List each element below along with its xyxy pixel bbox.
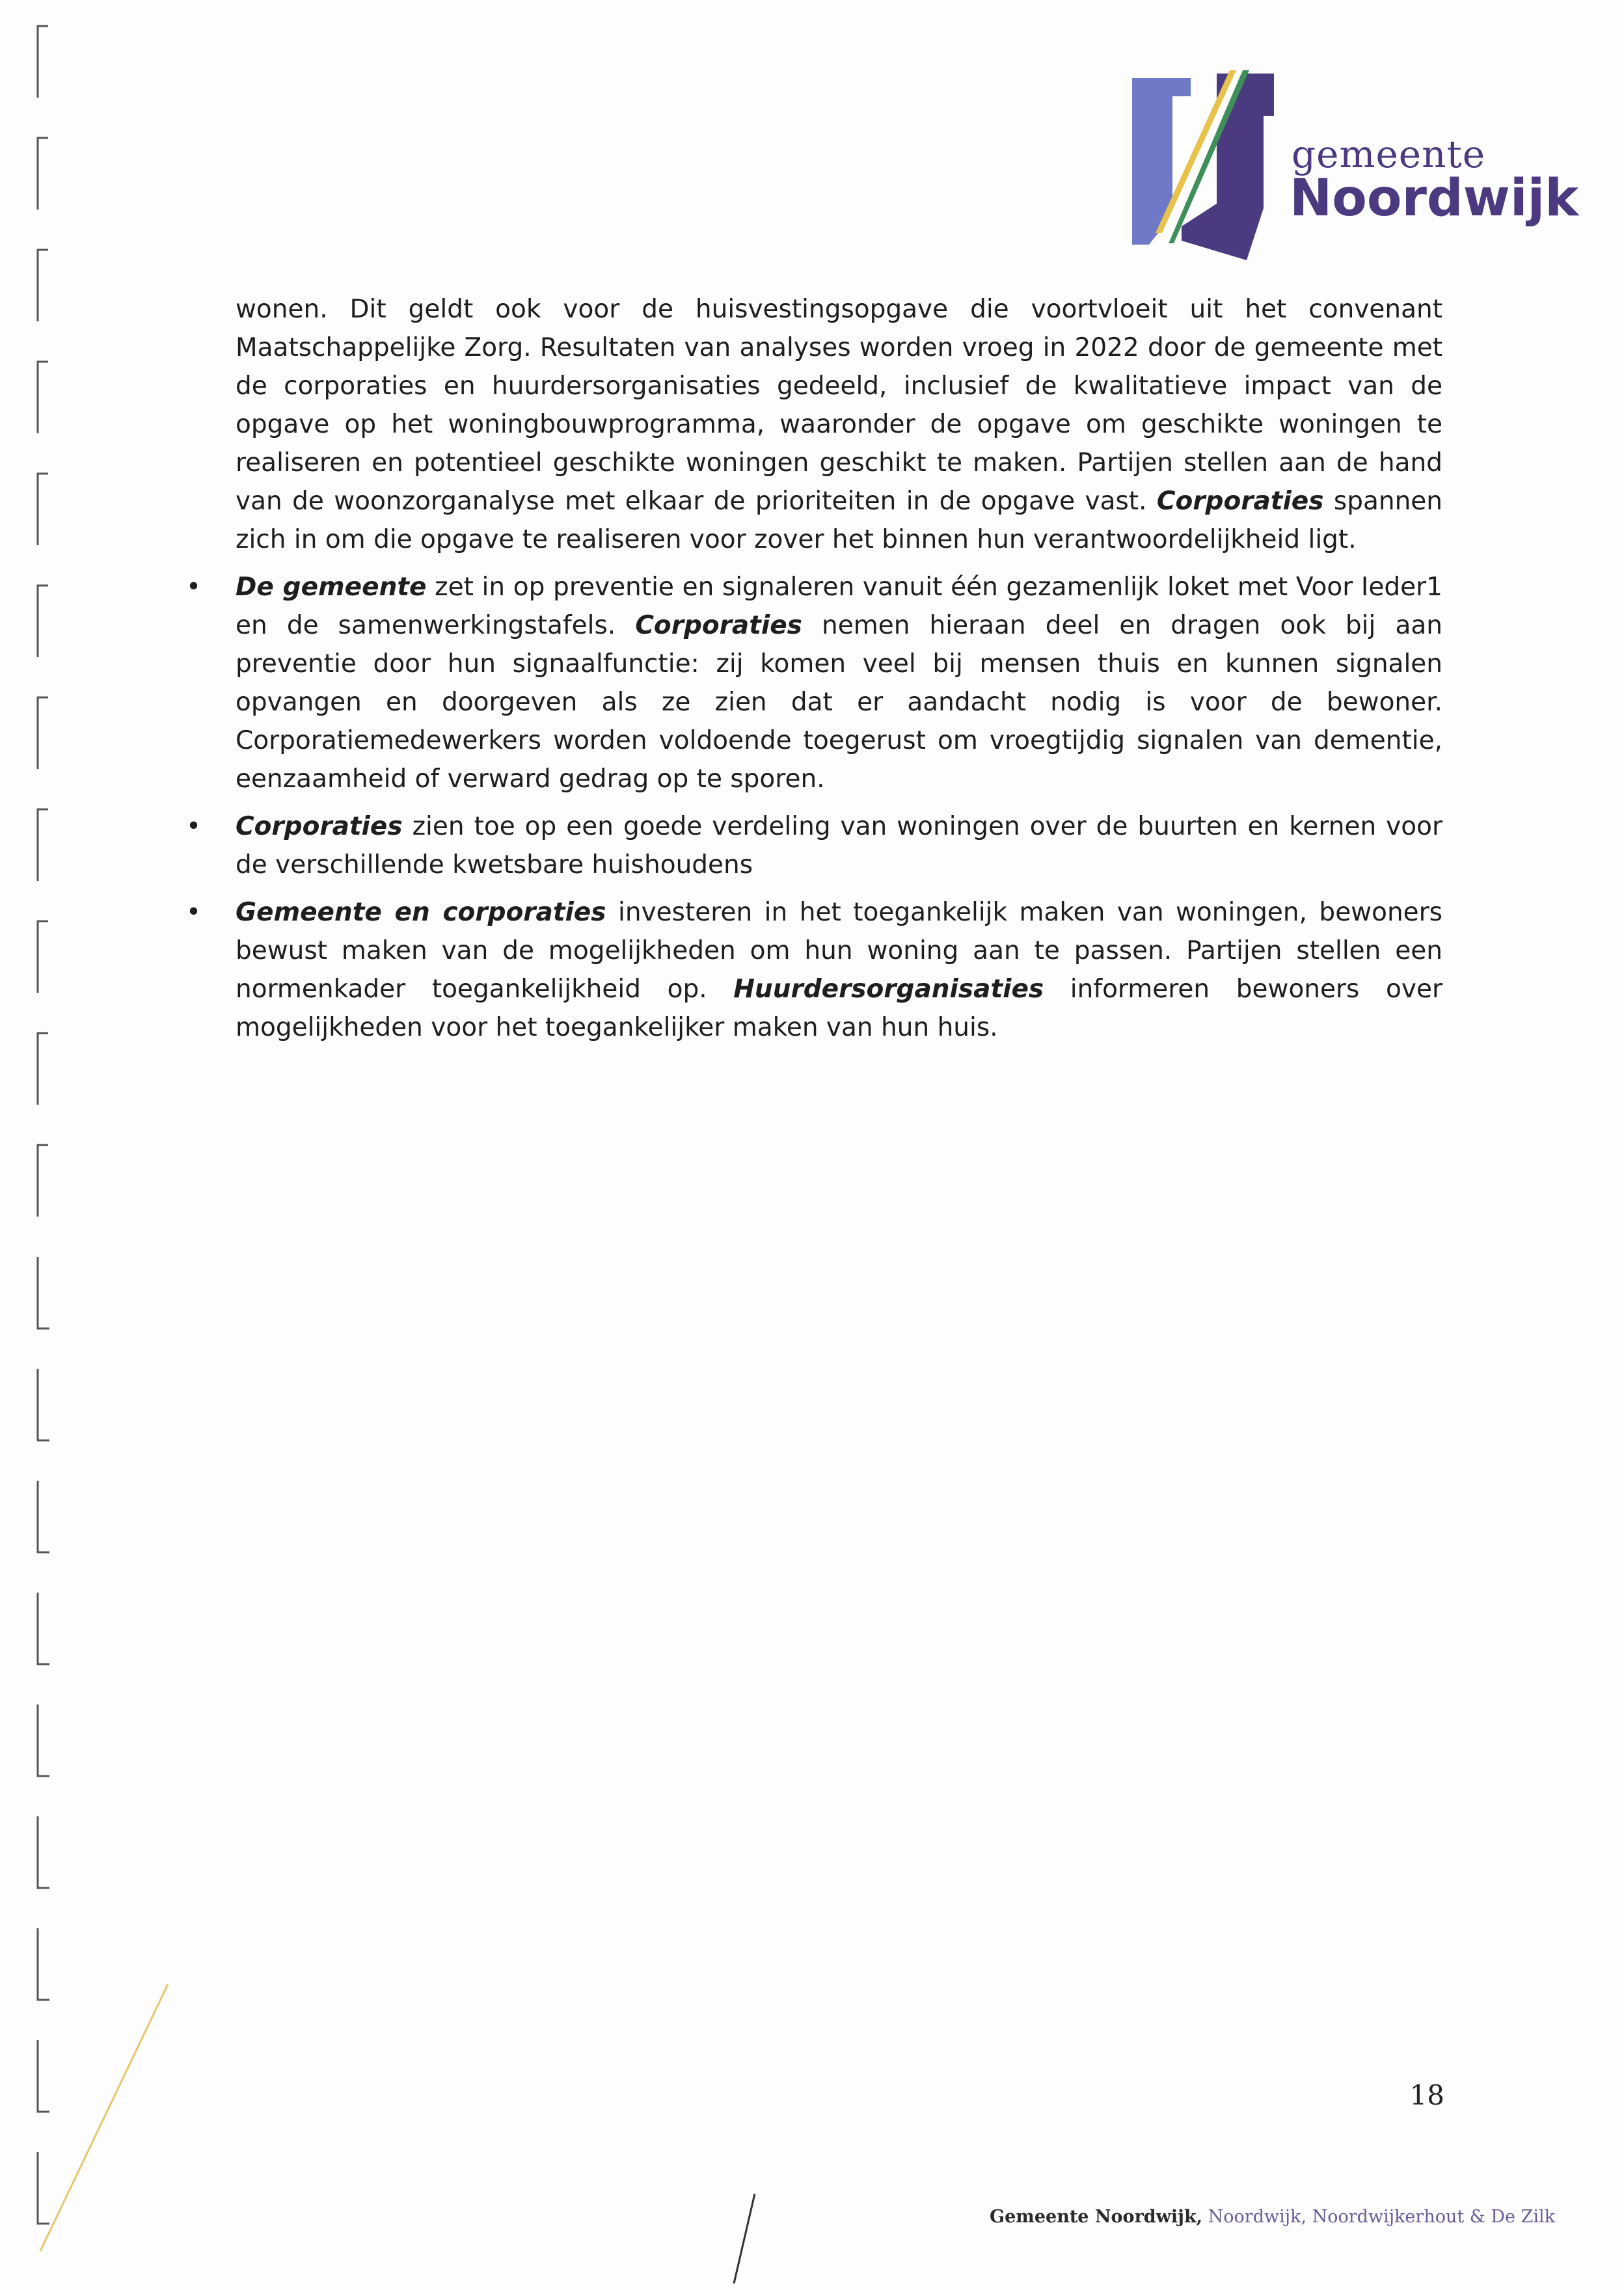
binding-mark xyxy=(38,1928,49,2000)
list-item-emphasis: Corporaties xyxy=(635,611,802,640)
binding-mark xyxy=(38,1369,49,1440)
bullet-icon: • xyxy=(186,898,202,927)
binding-mark xyxy=(38,921,48,993)
binding-mark xyxy=(38,362,48,433)
document-body xyxy=(186,290,1443,1056)
binding-mark xyxy=(38,1145,48,1217)
list-item-text-2: informeren bewoners over mogelijkheden voor het toegankelijker maken van hun huis. xyxy=(236,975,1442,1042)
page-number: 18 xyxy=(1409,2079,1444,2111)
list-item xyxy=(186,893,1443,1047)
footer-places: Noordwijk, Noordwijkerhout & De Zilk xyxy=(1208,2207,1555,2227)
list-item xyxy=(186,807,1443,884)
intro-tail: spannen zich in om die opgave te realiseren voor zover het binnen hun verantwoordelijkheid ligt. xyxy=(236,487,1442,554)
binding-mark xyxy=(38,2040,49,2112)
binding-mark xyxy=(38,809,48,881)
list-item-text: zet in op preventie en signaleren vanuit één gezamenlijk loket met Voor Ieder1 en de samenwerkingstafels. xyxy=(236,572,1442,640)
binding-marks xyxy=(0,0,72,2290)
binding-mark xyxy=(38,250,48,321)
list-item-lead: Corporaties xyxy=(236,812,403,841)
binding-mark xyxy=(38,2152,49,2224)
black-pen-stroke xyxy=(734,2194,755,2283)
logo-word-noordwijk: Noordwijk xyxy=(1290,169,1579,228)
bullet-icon: • xyxy=(186,812,202,841)
list-item-lead: Gemeente en corporaties xyxy=(236,898,606,927)
list-item-text: investeren in het toegankelijk maken van woningen, bewoners bewust maken van de mogelijkheden om hun woning aan te passen. Partijen stellen een normenkader toegankelijkheid op. xyxy=(236,898,1443,1004)
binding-mark xyxy=(38,1481,49,1552)
binding-mark xyxy=(38,474,48,545)
binding-mark xyxy=(38,1704,49,1776)
binding-mark xyxy=(38,1033,48,1105)
intro-paragraph xyxy=(236,290,1442,559)
binding-mark xyxy=(38,697,48,769)
page-footer xyxy=(982,2207,1555,2227)
footer-organisation: Gemeente Noordwijk, xyxy=(990,2207,1203,2227)
noordwijk-emblem-icon xyxy=(1119,70,1275,272)
bullet-icon: • xyxy=(186,572,202,602)
binding-mark xyxy=(38,1816,49,1888)
list-item-text-2: nemen hieraan deel en dragen ook bij aan preventie door hun signaalfunctie: zij komen veel bij mensen thuis en kunnen signalen opvangen en doorgeven als ze zien dat er aandacht nodig is voor de bewoner. Corporatiemedewerkers worden voldoende toegerust om vroegtijdig signalen van dementie, eenzaamheid of verward gedrag op te sporen. xyxy=(236,611,1442,794)
binding-mark xyxy=(38,586,48,657)
binding-mark xyxy=(38,26,48,98)
binding-mark xyxy=(38,1257,49,1328)
intro-text: wonen. Dit geldt ook voor de huisvestingsopgave die voortvloeit uit het convenant Maatschappelijke Zorg. Resultaten van analyses worden vroeg in 2022 door de gemeente met de corporaties en huurdersorganisaties gedeeld, inclusief de kwalitatieve impact van de opgave op het woningbouwprogramma, waaronder de opgave om geschikte woningen te realiseren en potentieel geschikte woningen geschikt te maken. Partijen stellen aan de hand van de woonzorganalyse met elkaar de prioriteiten in de opgave vast. xyxy=(236,295,1442,516)
binding-mark xyxy=(38,138,48,209)
list-item-emphasis: Huurdersorganisaties xyxy=(733,975,1044,1004)
intro-emphasis: Corporaties xyxy=(1156,487,1324,516)
binding-mark xyxy=(38,1593,49,1664)
gemeente-noordwijk-logo xyxy=(1119,70,1579,278)
list-item-lead: De gemeente xyxy=(236,572,427,602)
list-item-text: zien toe op een goede verdeling van woningen over de buurten en kernen voor de verschillende kwetsbare huishoudens xyxy=(236,812,1443,880)
logo-word-gemeente: gemeente xyxy=(1292,132,1486,176)
bullet-list xyxy=(186,568,1443,1047)
list-item xyxy=(186,568,1442,798)
